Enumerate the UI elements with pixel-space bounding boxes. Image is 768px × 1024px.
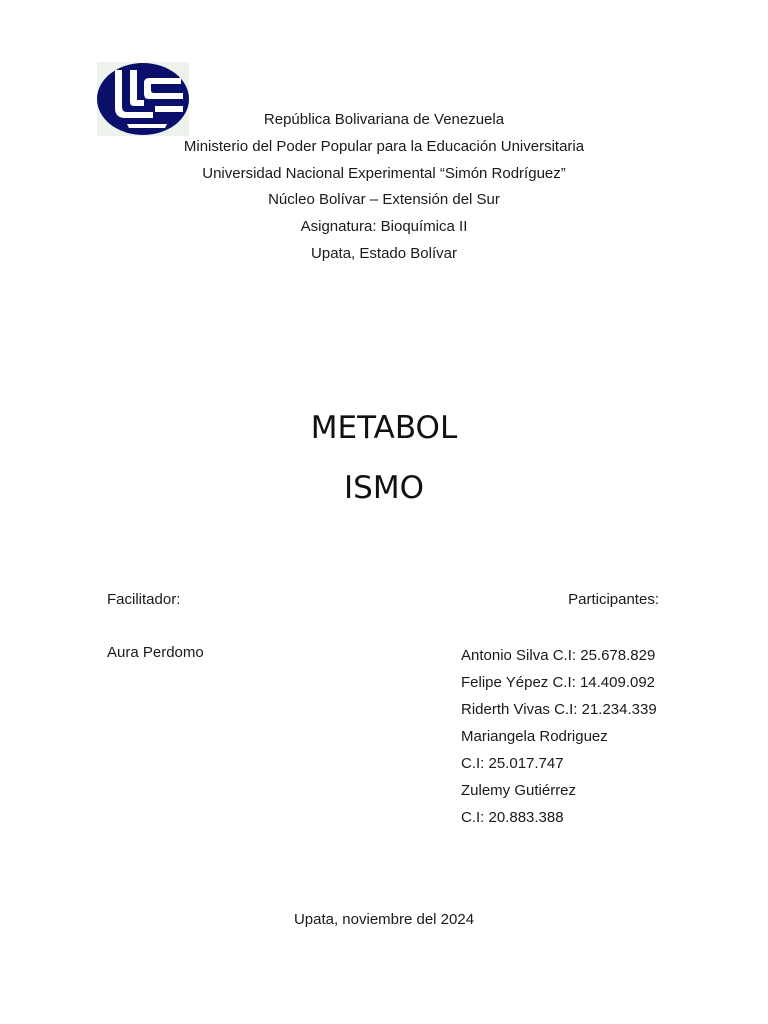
participants-label: Participantes: [568,591,659,608]
document-title-line-1: METABOL [310,410,458,446]
header-line-location: Upata, Estado Bolívar [311,244,457,262]
header-line-ministry: Ministerio del Poder Popular para la Educación Universitaria [183,137,585,155]
place-date: Upata, noviembre del 2024 [293,911,475,928]
participants-list [461,642,657,831]
participant-line: Felipe Yépez C.I: 14.409.092 [461,674,656,691]
participant-line: C.I: 20.883.388 [461,809,564,826]
institution-header [0,107,768,268]
facilitator-name: Aura Perdomo [107,644,204,661]
document-title-line-2: ISMO [344,470,424,506]
header-line-republic: República Bolivariana de Venezuela [263,111,505,128]
header-line-campus: Núcleo Bolívar – Extensión del Sur [268,191,500,209]
participant-line: Mariangela Rodriguez [461,728,608,745]
participant-line: Antonio Silva C.I: 25.678.829 [461,647,656,664]
participant-line: Zulemy Gutiérrez [461,782,577,799]
participant-line: C.I: 25.017.747 [461,755,564,772]
header-line-subject: Asignatura: Bioquímica II [300,218,468,236]
participant-line: Riderth Vivas C.I: 21.234.339 [461,701,657,718]
facilitator-label: Facilitador: [107,591,181,608]
header-line-university: Universidad Nacional Experimental “Simón Rodríguez” [202,164,566,182]
